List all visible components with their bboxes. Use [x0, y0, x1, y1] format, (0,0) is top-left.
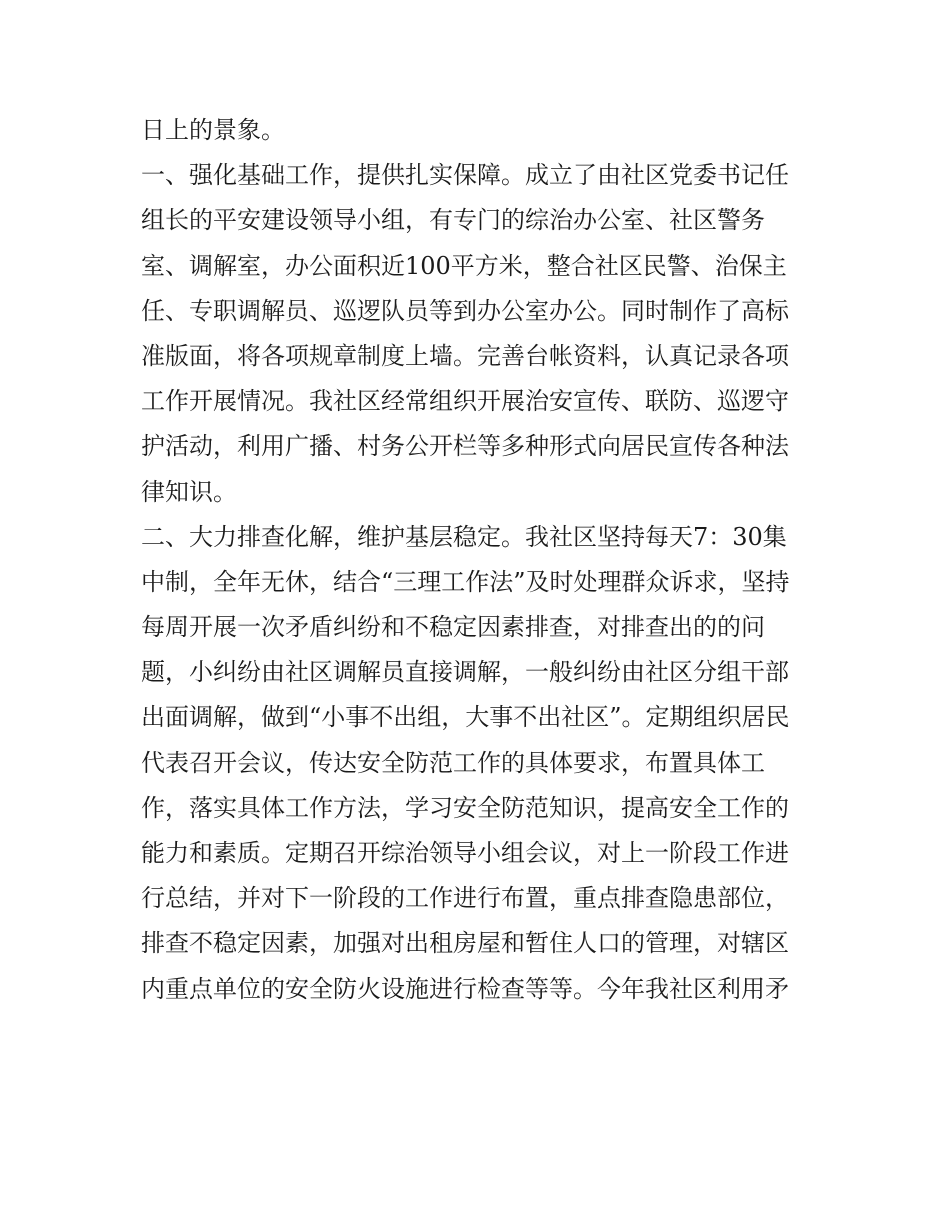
text-line: 护活动，利用广播、村务公开栏等多种形式向居民宣传各种法: [141, 432, 789, 461]
text-line: 中制，全年无休，结合“三理工作法”及时处理群众诉求，坚持: [141, 567, 790, 596]
text-line: 作，落实具体工作方法，学习安全防范知识，提高安全工作的: [141, 793, 789, 822]
text-line: 准版面，将各项规章制度上墙。完善台帐资料，认真记录各项: [141, 341, 789, 370]
text-line: 出面调解，做到“小事不出组，大事不出社区”。定期组织居民: [141, 703, 790, 732]
text-line: 一、强化基础工作，提供扎实保障。成立了由社区党委书记任: [141, 161, 789, 190]
text-line: 内重点单位的安全防火设施进行检查等等。今年我社区利用矛: [141, 974, 789, 1003]
text-line: 日上的景象。: [141, 116, 285, 144]
text-line: 室、调解室，办公面积近100平方米，整合社区民警、治保主: [141, 251, 787, 280]
text-line: 排查不稳定因素，加强对出租房屋和暂住人口的管理，对辖区: [141, 929, 789, 958]
text-line: 每周开展一次矛盾纠纷和不稳定因素排查，对排查出的的问: [141, 613, 765, 642]
text-line: 代表召开会议，传达安全防范工作的具体要求，布置具体工: [141, 748, 765, 777]
text-line: 能力和素质。定期召开综治领导小组会议，对上一阶段工作进: [141, 839, 789, 867]
text-line: 任、专职调解员、巡逻队员等到办公室办公。同时制作了高标: [141, 296, 789, 325]
text-line: 组长的平安建设领导小组，有专门的综治办公室、社区警务: [141, 206, 765, 235]
text-line: 行总结，并对下一阶段的工作进行布置，重点排查隐患部位，: [141, 884, 789, 913]
text-line: 题，小纠纷由社区调解员直接调解，一般纠纷由社区分组干部: [141, 658, 789, 687]
text-line: 律知识。: [141, 477, 237, 506]
text-line: 二、大力排查化解，维护基层稳定。我社区坚持每天7：30集: [141, 522, 787, 551]
body-text: [141, 108, 813, 1012]
text-line: 工作开展情况。我社区经常组织开展治安宣传、联防、巡逻守: [141, 387, 789, 416]
